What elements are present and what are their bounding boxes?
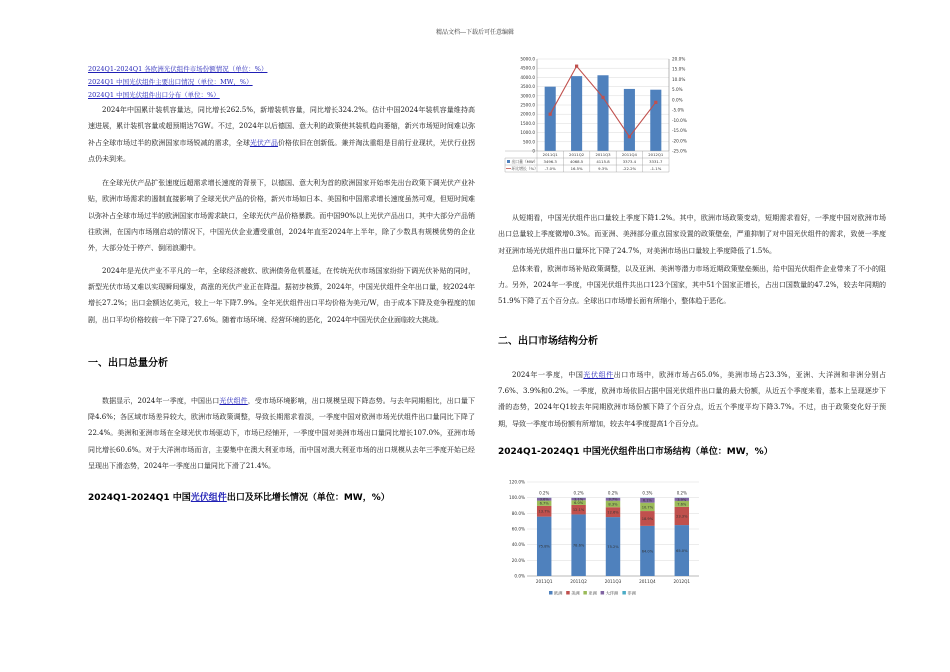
y-tick-label: 100.0% [509, 495, 525, 501]
x-tick-label: 2011Q2 [569, 152, 585, 157]
segment-label: 3.7% [608, 497, 618, 502]
table-cell-volume: 3496.3 [543, 159, 557, 164]
chart-title-export-growth [88, 490, 475, 503]
paragraph-short-term: 从短期看，中国光伏组件出口量较上季度下降1.2%。其中，欧洲市场政策变动，短期需求看好，一季度中国对欧洲市场出口总量较上季度微增0.3%。而亚洲、美洲部分重点国家设置的政策壁垒，严重抑制了对中国光伏组件的需求，致使一季度对亚洲市场光伏组件出口量环比下降了24.7%，对美洲市场出口量较上季度降低了1.5%。 [498, 214, 886, 255]
toc-link-2[interactable]: 2024Q1 中国光伏组件主要出口情况（单位：MW，%） [88, 78, 253, 86]
table-row-label-growth: 环比增长（%） [511, 166, 538, 171]
x-tick-label: 2011Q1 [542, 152, 558, 157]
segment-label: 12.6% [607, 510, 619, 515]
line-point [549, 113, 552, 116]
table-cell-volume: 4115.8 [596, 159, 610, 164]
x-tick-label: 2012Q1 [673, 579, 691, 584]
y-left-tick-label: 5000.0 [520, 56, 535, 62]
left-column [88, 63, 475, 503]
segment-label: 75.8% [538, 544, 550, 549]
segment-label: 6.1% [642, 498, 652, 503]
x-tick-label: 2011Q3 [595, 152, 611, 157]
table-cell-growth: 16.5% [570, 166, 583, 171]
segment-label: 7.6% [677, 502, 687, 507]
pv-modules-link[interactable]: 光伏组件 [219, 396, 248, 405]
segment-label: 0.2% [573, 490, 584, 496]
y-left-tick-label: 2500.0 [520, 102, 535, 108]
y-right-tick-label: 5.0% [672, 87, 683, 93]
segment-label: 65.0% [676, 548, 688, 553]
y-left-tick-label: 1500.0 [520, 120, 535, 126]
segment-label: 3.6% [539, 497, 549, 502]
y-tick-label: 40.0% [511, 542, 525, 548]
x-tick-label: 2012Q1 [648, 152, 664, 157]
y-left-tick-label: 3000.0 [520, 93, 535, 99]
toc-link-1[interactable]: 2024Q1-2024Q1 各欧洲光伏组件市场份额情况（单位：%） [88, 65, 268, 73]
segment-label: 0.2% [539, 490, 550, 496]
legend-label: 美洲 [571, 590, 580, 596]
segment-label: 13.7% [538, 509, 550, 514]
table-cell-growth: -7.0% [544, 166, 556, 171]
legend-swatch [622, 591, 626, 595]
paragraph-market-share [498, 367, 886, 432]
y-tick-label: 0.0% [514, 573, 525, 579]
y-tick-label: 60.0% [511, 526, 525, 532]
paragraph-text: 价格依旧在创新低。兼并淘汰重组是目前行业现状，光伏行业拐点仍未到来。 [88, 138, 476, 163]
segment-label: 3.1% [574, 497, 584, 502]
segment-label: 0.2% [676, 490, 687, 496]
line-point [628, 135, 631, 138]
paragraph-export-data [88, 393, 475, 474]
bar-export-volume [624, 89, 635, 151]
paragraph-text: 出口市场中，欧洲市场占65.0%，美洲市场占23.3%，亚洲、大洋洲和非洲分别占7.6%、3.9%和0.2%。一季度，欧洲市场依旧占据中国光伏组件出口量的最大份额，从近五个季度来看，基本上呈现逐步下滑的态势，2024年Q1较去年同期欧洲市场份额下降了个百分点，近五个季度平均下降3.7%。不过，由于政策变化好于预期，导致一季度市场份额有所增加，较去年4季度提高1个百分点。 [498, 370, 886, 428]
segment-label: 75.2% [607, 544, 619, 549]
table-cell-growth: 9.3% [598, 166, 608, 171]
chart-title-market-structure: 2024Q1-2024Q1 中国光伏组件出口市场结构（单位：MW，%） [498, 446, 773, 457]
bar-export-volume [571, 76, 582, 151]
x-tick-label: 2011Q2 [570, 579, 587, 584]
paragraph-text: ，受市场环境影响，出口规模呈现下降态势。与去年同期相比，出口量下降4.6%；各区域市场差异较大，欧洲市场政策调整，导致长期需求看淡，一季度中国对欧洲市场光伏组件出口量同比下降了22.4%。美洲和亚洲市场在全球光伏市场驱动下，市场已经铺开，一季度中国对美洲市场出口量同比增长107.0%，亚洲市场同比增长60.6%。对于大洋洲市场而言，主要集中在澳大利亚市场，而中国对澳大利亚市场的出口规模从去年三季度开始已经呈现出下滑态势，2024年一季度出口量同比下滑了21.4%。 [88, 396, 476, 471]
legend-label: 非洲 [627, 590, 636, 596]
segment-label: 64.0% [641, 549, 654, 554]
segment-label: 23.3% [676, 514, 688, 519]
table-cell-volume: 4068.5 [569, 159, 584, 164]
section-heading-market-structure: 二、出口市场结构分析 [498, 335, 598, 347]
bar-export-volume [650, 90, 661, 151]
y-left-tick-label: 0 [532, 148, 535, 154]
segment-label: 6.7% [539, 501, 549, 506]
legend-swatch [566, 591, 570, 595]
segment-label: 18.9% [641, 516, 654, 521]
legend-swatch [583, 591, 587, 595]
y-right-tick-label: -25.0% [672, 148, 687, 154]
x-tick-label: 2011Q4 [639, 579, 656, 584]
y-left-tick-label: 2000.0 [520, 111, 535, 117]
legend-label: 亚洲 [588, 590, 597, 596]
table-cell-growth: -22.2% [622, 166, 637, 171]
market-structure-chart [503, 478, 703, 606]
y-left-tick-label: 3500.0 [520, 84, 535, 90]
y-right-tick-label: -15.0% [672, 128, 687, 134]
legend-label: 欧洲 [554, 590, 563, 596]
segment-label: 12.1% [572, 508, 585, 513]
segment-label: 10.7% [641, 505, 654, 510]
x-tick-label: 2011Q4 [621, 152, 637, 157]
paragraph-2024-review: 2024年是光伏产业不平凡的一年，全球经济疲软、欧洲债务危机蔓延，在传统光伏市场国家纷纷下调光伏补贴的同时，新型光伏市场又难以实现瞬间爆发，高涨的光伏产业正在降温。据初步核算，2024年，中国光伏组件全年出口量，较2024年增长27.2%；出口金额达亿美元，较上一年下降7.9%。全年光伏组件出口平均价格为美元/W，由于成本下降及竞争程度的加剧，出口平均价格较前一年下降了27.6%。随着市场环境、经营环境的恶化，2024年中国光伏企业面临较大挑战。 [88, 266, 475, 324]
y-right-tick-label: 10.0% [672, 76, 686, 82]
y-left-tick-label: 4000.0 [520, 74, 535, 80]
legend-label: 大洋洲 [605, 590, 619, 596]
y-right-tick-label: -5.0% [672, 107, 685, 113]
page-header: 精品文档---下载后可任意编辑 [435, 29, 515, 36]
table-row-label-volume: 出口量（MW） [511, 159, 538, 164]
segment-label: 78.6% [572, 543, 585, 548]
paragraph-overall: 总体来看，欧洲市场补贴政策调整，以及亚洲、美洲等潜力市场近期政策壁垒频出，给中国光伏组件企业带来了不小的阻力。另外，2024年一季度，中国光伏组件共出口123个国家，其中51个国家正增长，占出口国数量的47.2%，较去年同期的51.9%下降了五个百分点。全球出口市场增长面有所缩小，整体趋于恶化。 [498, 264, 886, 306]
line-point [601, 96, 604, 99]
bar-export-volume [597, 75, 608, 151]
line-point [654, 101, 657, 104]
x-tick-label: 2011Q3 [604, 579, 622, 584]
legend-swatch [601, 591, 605, 595]
y-tick-label: 20.0% [511, 557, 525, 563]
segment-label: 8.3% [608, 502, 618, 507]
right-column [498, 210, 886, 457]
chart-background [503, 478, 703, 606]
y-tick-label: 80.0% [511, 510, 525, 516]
x-tick-label: 2011Q1 [535, 579, 553, 584]
chart-title-text: 2024Q1-2024Q1 中国 [88, 493, 191, 504]
y-left-tick-label: 4500.0 [520, 65, 535, 71]
table-cell-volume: 3373.4 [622, 159, 637, 164]
segment-label: 3.9% [677, 497, 687, 502]
paragraph-background: 在全球光伏产品扩张速度远超需求增长速度的背景下，以德国、意大利为首的欧洲国家开始率先出台政策下调光伏产业补贴，欧洲市场需求的遏制直接影响了全球光伏产品的价格，新兴市场如日本、美国和中国需求增长速度虽然可观，但短时间难以弥补占全球市场过半的欧洲国家市场需求缺口，全球光伏产品价格暴跌。而中国90%以上光伏产品出口，其中大部分产品销往欧洲，在国内市场刚启动的情况下，中国光伏企业遭受重创，2024年直至2024年上半年，除了少数具有规模优势的企业外，大部分处于停产、倒闭浪潮中。 [88, 179, 475, 253]
line-point [575, 65, 578, 68]
segment-label: 0.3% [642, 490, 653, 496]
chart-title-text: 出口及环比增长情况（单位：MW，%） [226, 493, 390, 504]
y-left-tick-label: 1000.0 [520, 130, 535, 136]
export-volume-chart [503, 55, 703, 200]
table-cell-growth: -1.1% [650, 166, 662, 171]
section-heading-export-volume: 一、出口总量分析 [88, 357, 168, 369]
segment-label: 6.0% [574, 501, 584, 506]
y-right-tick-label: 15.0% [672, 66, 686, 72]
toc-link-3[interactable]: 2024Q1 中国光伏组件出口分布（单位：%） [88, 91, 220, 99]
y-right-tick-label: 0.0% [672, 97, 683, 103]
y-right-tick-label: -10.0% [672, 117, 687, 123]
y-right-tick-label: -20.0% [672, 138, 687, 144]
y-left-tick-label: 500.0 [523, 139, 535, 145]
paragraph-text: 数据显示，2024年一季度，中国出口 [102, 396, 220, 405]
paragraph-install-capacity [88, 102, 475, 167]
paragraph-text: 2024年一季度，中国 [512, 370, 584, 379]
paragraph-text: 2024年中国累计装机容量达，同比增长262.5%，新增装机容量，同比增长324.2%。估计中国2024年装机容量维持高速进展，累计装机容量或超预期达7GW。不过，2024年以后德国、意大利的政策使其装机趋向萎缩，新兴市场短时间难以弥补占全球市场过半的欧洲国家市场锐减的需求，全球 [88, 106, 475, 147]
pv-modules-title-link[interactable]: 光伏组件 [190, 493, 227, 504]
y-tick-label: 120.0% [509, 479, 525, 485]
y-right-tick-label: 20.0% [672, 56, 686, 62]
table-legend-bar-swatch [507, 160, 510, 163]
bar-export-volume [545, 87, 556, 151]
pv-modules-link-2[interactable]: 光伏组件 [583, 370, 614, 379]
pv-products-link[interactable]: 光伏产品 [249, 138, 279, 147]
table-cell-volume: 3331.7 [649, 159, 663, 164]
segment-label: 0.2% [607, 490, 619, 496]
legend-swatch [549, 591, 553, 595]
